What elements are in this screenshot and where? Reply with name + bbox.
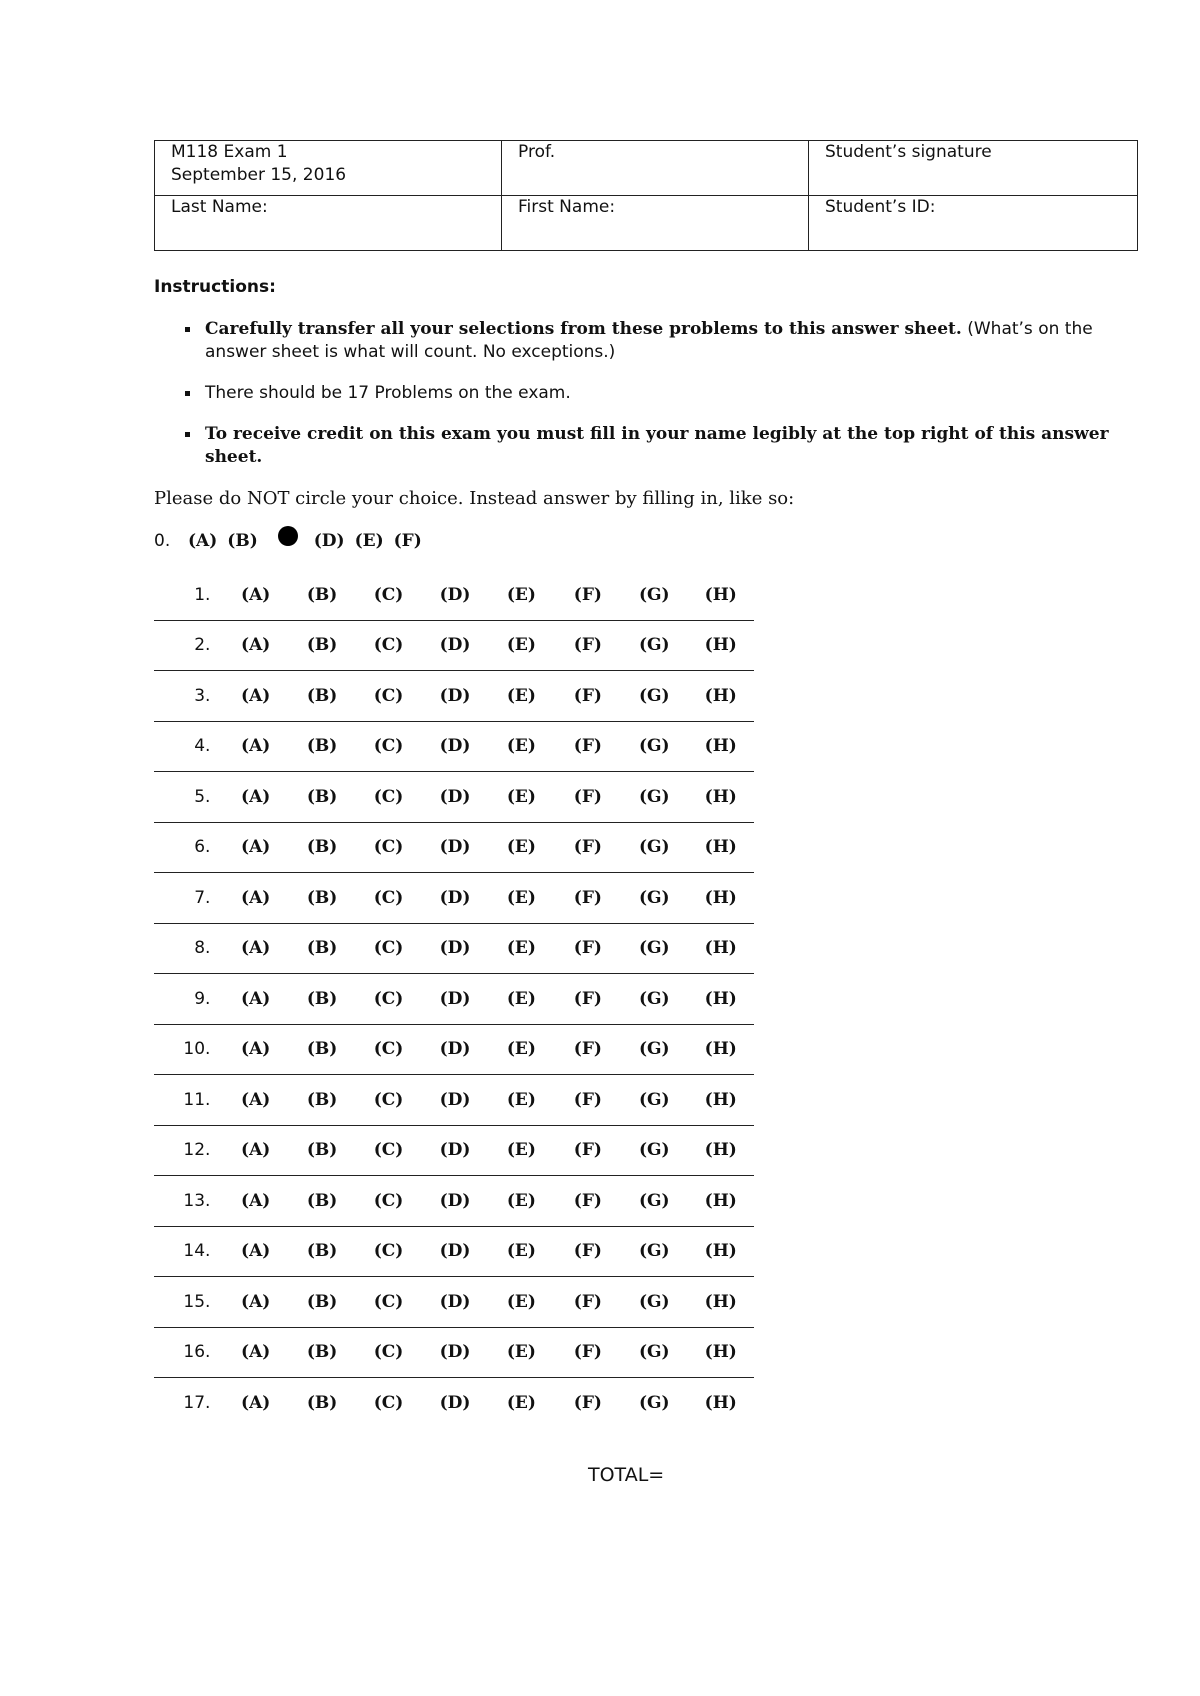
answer-option[interactable]: (E) [488, 1125, 554, 1176]
answer-row [154, 721, 754, 772]
answer-option[interactable]: (A) [222, 1277, 288, 1328]
answer-option[interactable]: (G) [621, 1125, 687, 1176]
question-number: 2. [154, 620, 222, 671]
answer-option[interactable]: (B) [289, 822, 355, 873]
answer-option[interactable]: (G) [621, 1277, 687, 1328]
answer-option[interactable]: (F) [555, 1226, 621, 1277]
answer-option[interactable]: (A) [222, 1075, 288, 1126]
example-option: (F) [393, 531, 422, 551]
answer-option[interactable]: (B) [289, 1024, 355, 1075]
question-number: 11. [154, 1075, 222, 1126]
answer-option[interactable]: (B) [289, 1226, 355, 1277]
answer-option[interactable]: (E) [488, 1327, 554, 1378]
answer-row [154, 1024, 754, 1075]
example-row [154, 528, 432, 554]
answer-option[interactable]: (D) [422, 1378, 488, 1428]
student-id-label: Student’s ID: [825, 197, 936, 217]
answer-option[interactable]: (E) [488, 772, 554, 823]
answer-option[interactable]: (F) [555, 1176, 621, 1227]
answer-option[interactable]: (F) [555, 974, 621, 1025]
answer-option[interactable]: (F) [555, 1024, 621, 1075]
question-number: 9. [154, 974, 222, 1025]
answer-option[interactable]: (G) [621, 1378, 687, 1428]
answer-option[interactable]: (A) [222, 822, 288, 873]
answer-option[interactable]: (A) [222, 1024, 288, 1075]
answer-option[interactable]: (F) [555, 1125, 621, 1176]
answer-option[interactable]: (E) [506, 584, 536, 605]
answer-row [154, 822, 754, 873]
question-number: 16. [154, 1327, 222, 1378]
answer-option[interactable]: (B) [289, 620, 355, 671]
answer-option[interactable]: (E) [488, 873, 554, 924]
answer-option[interactable]: (B) [289, 974, 355, 1025]
answer-option[interactable]: (D) [422, 1176, 488, 1227]
answer-option[interactable]: (B) [289, 1125, 355, 1176]
answer-option[interactable]: (F) [555, 1327, 621, 1378]
answer-option[interactable]: (G) [621, 1176, 687, 1227]
signature-label: Student’s signature [825, 142, 992, 162]
question-number: 6. [154, 822, 222, 873]
answer-option[interactable]: (A) [222, 620, 288, 671]
exam-info-cell [155, 141, 502, 196]
answer-option[interactable]: (E) [488, 671, 554, 722]
instruction-item [154, 318, 1114, 364]
answer-option[interactable]: (C) [355, 1378, 421, 1428]
answer-option[interactable]: (D) [422, 1327, 488, 1378]
answer-option[interactable]: (C) [355, 1125, 421, 1176]
answer-option[interactable]: (F) [555, 873, 621, 924]
answer-option[interactable]: (D) [422, 671, 488, 722]
answer-option[interactable]: (C) [355, 923, 421, 974]
answer-option[interactable]: (E) [488, 1226, 554, 1277]
answer-option[interactable]: (H) [688, 772, 754, 823]
answer-option[interactable]: (E) [488, 1075, 554, 1126]
answer-option[interactable]: (B) [289, 1327, 355, 1378]
example-option: (B) [227, 531, 258, 551]
answer-option[interactable]: (G) [638, 584, 670, 605]
example-number: 0. [154, 531, 171, 551]
answer-option[interactable]: (G) [621, 974, 687, 1025]
exam-title: M118 Exam 1 [171, 142, 288, 162]
answer-option[interactable]: (B) [289, 772, 355, 823]
answer-option[interactable]: (E) [488, 1176, 554, 1227]
answer-option[interactable]: (A) [222, 772, 288, 823]
answer-option[interactable]: (B) [289, 671, 355, 722]
answer-option[interactable]: (A) [222, 1176, 288, 1227]
answer-option[interactable]: (G) [621, 721, 687, 772]
example-option: (E) [354, 531, 384, 551]
answer-option[interactable]: (D) [422, 974, 488, 1025]
answer-option[interactable]: (B) [289, 1277, 355, 1328]
answer-option[interactable]: (C) [355, 671, 421, 722]
answer-option[interactable]: (A) [222, 1378, 288, 1428]
answer-option[interactable]: (D) [422, 721, 488, 772]
answer-option[interactable]: (E) [488, 1277, 554, 1328]
example-option: (D) [313, 531, 345, 551]
answer-row [154, 1075, 754, 1126]
answer-option[interactable]: (E) [488, 923, 554, 974]
prof-cell[interactable] [502, 141, 809, 196]
answer-option[interactable]: (D) [422, 1226, 488, 1277]
answer-option[interactable]: (G) [621, 822, 687, 873]
first-name-cell[interactable] [502, 196, 809, 251]
answer-option[interactable]: (H) [688, 620, 754, 671]
answer-row [154, 570, 754, 620]
answer-option[interactable]: (C) [373, 584, 404, 605]
question-number: 1. [194, 584, 211, 605]
header-table [154, 140, 1138, 251]
question-number: 13. [154, 1176, 222, 1227]
answer-option[interactable]: (F) [555, 822, 621, 873]
question-number: 10. [154, 1024, 222, 1075]
answer-row [154, 923, 754, 974]
answer-option[interactable]: (E) [488, 620, 554, 671]
answer-option[interactable]: (B) [289, 923, 355, 974]
example-option: (A) [188, 531, 218, 551]
answer-option[interactable]: (G) [621, 1226, 687, 1277]
answer-option[interactable]: (G) [621, 1327, 687, 1378]
answer-option[interactable]: (C) [355, 1075, 421, 1126]
instruction-text: There should be 17 Problems on the exam. [205, 383, 571, 403]
answer-option[interactable]: (C) [355, 1226, 421, 1277]
question-number: 5. [154, 772, 222, 823]
answer-option[interactable]: (F) [555, 1277, 621, 1328]
answer-option[interactable]: (C) [355, 822, 421, 873]
answer-option[interactable]: (D) [422, 620, 488, 671]
answer-option[interactable]: (C) [355, 721, 421, 772]
answer-option[interactable]: (H) [688, 671, 754, 722]
answer-option[interactable]: (A) [222, 873, 288, 924]
answer-row [154, 772, 754, 823]
last-name-cell[interactable] [155, 196, 502, 251]
answer-option[interactable]: (G) [621, 923, 687, 974]
answer-option[interactable]: (A) [222, 1125, 288, 1176]
answer-option[interactable]: (F) [555, 1378, 621, 1428]
question-number: 7. [154, 873, 222, 924]
answer-option[interactable]: (A) [241, 584, 271, 605]
question-number: 8. [154, 923, 222, 974]
answer-option[interactable]: (G) [621, 1075, 687, 1126]
answer-option[interactable]: (A) [222, 923, 288, 974]
question-number: 17. [154, 1378, 222, 1428]
answer-option[interactable]: (D) [422, 1277, 488, 1328]
answer-option[interactable]: (G) [621, 671, 687, 722]
last-name-label: Last Name: [171, 197, 268, 217]
answer-option[interactable]: (A) [222, 974, 288, 1025]
answer-option[interactable]: (H) [688, 974, 754, 1025]
answer-row [154, 1176, 754, 1227]
answer-option[interactable]: (H) [688, 1226, 754, 1277]
answer-option[interactable]: (C) [355, 873, 421, 924]
answer-option[interactable]: (D) [422, 822, 488, 873]
answer-option[interactable]: (B) [289, 873, 355, 924]
answer-option[interactable]: (H) [704, 584, 737, 605]
answer-row [154, 1378, 754, 1428]
answer-option[interactable]: (F) [555, 1075, 621, 1126]
answer-option[interactable]: (H) [688, 1327, 754, 1378]
answer-option[interactable]: (E) [488, 974, 554, 1025]
answer-grid [154, 570, 754, 1428]
answer-option[interactable]: (E) [488, 822, 554, 873]
prof-label: Prof. [518, 142, 556, 162]
exam-date: September 15, 2016 [171, 165, 347, 185]
answer-option[interactable]: (B) [289, 1176, 355, 1227]
answer-option[interactable]: (A) [222, 721, 288, 772]
answer-option[interactable]: (B) [289, 721, 355, 772]
answer-option[interactable]: (G) [621, 772, 687, 823]
instructions-list [154, 318, 1114, 487]
answer-row [154, 873, 754, 924]
question-number: 3. [154, 671, 222, 722]
answer-option[interactable]: (F) [555, 721, 621, 772]
answer-option[interactable]: (C) [355, 1176, 421, 1227]
answer-option[interactable]: (C) [355, 772, 421, 823]
instruction-item [154, 382, 1114, 405]
answer-option[interactable]: (C) [355, 1277, 421, 1328]
question-number: 15. [154, 1277, 222, 1328]
answer-option[interactable]: (G) [621, 620, 687, 671]
answer-row [154, 1125, 754, 1176]
answer-option[interactable]: (A) [222, 1327, 288, 1378]
answer-row [154, 1226, 754, 1277]
instructions-title: Instructions: [154, 277, 276, 297]
answer-option[interactable]: (A) [222, 1226, 288, 1277]
answer-option[interactable]: (D) [422, 873, 488, 924]
answer-option[interactable]: (E) [488, 721, 554, 772]
answer-option[interactable]: (E) [488, 1378, 554, 1428]
answer-option[interactable]: (F) [555, 620, 621, 671]
answer-option[interactable]: (G) [621, 873, 687, 924]
answer-option[interactable]: (C) [355, 974, 421, 1025]
answer-option[interactable]: (F) [555, 923, 621, 974]
answer-option[interactable]: (B) [289, 1378, 355, 1428]
answer-option[interactable]: (F) [573, 584, 602, 605]
signature-cell[interactable] [809, 141, 1138, 196]
answer-option[interactable]: (D) [422, 1024, 488, 1075]
answer-option[interactable]: (F) [555, 772, 621, 823]
answer-row [154, 1277, 754, 1328]
answer-option[interactable]: (H) [688, 1277, 754, 1328]
answer-option[interactable]: (C) [355, 620, 421, 671]
answer-option[interactable]: (C) [355, 1024, 421, 1075]
answer-option[interactable]: (H) [688, 1024, 754, 1075]
answer-row [154, 671, 754, 722]
answer-option[interactable]: (A) [222, 671, 288, 722]
answer-option[interactable]: (D) [422, 772, 488, 823]
answer-option[interactable]: (D) [422, 923, 488, 974]
answer-option[interactable]: (H) [688, 721, 754, 772]
answer-option[interactable]: (B) [306, 584, 338, 605]
answer-option[interactable]: (H) [688, 1378, 754, 1428]
answer-option[interactable]: (G) [621, 1024, 687, 1075]
answer-option[interactable]: (E) [488, 1024, 554, 1075]
answer-option[interactable]: (F) [555, 671, 621, 722]
total-label: TOTAL= [588, 1464, 665, 1486]
answer-option[interactable]: (H) [688, 1125, 754, 1176]
question-number: 14. [154, 1226, 222, 1277]
instruction-text: (What’s on the answer sheet is what will count. No exceptions.) [205, 319, 1093, 362]
answer-option[interactable]: (D) [422, 1075, 488, 1126]
instruction-item [154, 423, 1114, 469]
instruction-emphasis: Carefully transfer all your selections from these problems to this answer sheet. [205, 319, 962, 339]
answer-option[interactable]: (H) [688, 1176, 754, 1227]
answer-option[interactable]: (H) [688, 923, 754, 974]
answer-option[interactable]: (B) [289, 1075, 355, 1126]
answer-option[interactable]: (D) [422, 1125, 488, 1176]
student-id-cell[interactable] [809, 196, 1138, 251]
answer-option[interactable]: (H) [688, 1075, 754, 1126]
filled-bubble-icon [278, 526, 298, 546]
answer-row [154, 1327, 754, 1378]
instruction-emphasis: To receive credit on this exam you must fill in your name legibly at the top right of this answer sheet. [205, 424, 1109, 467]
answer-row [154, 620, 754, 671]
question-number: 4. [154, 721, 222, 772]
answer-row [154, 974, 754, 1025]
question-number: 12. [154, 1125, 222, 1176]
answer-option[interactable]: (H) [688, 822, 754, 873]
answer-option[interactable]: (H) [688, 873, 754, 924]
answer-option[interactable]: (C) [355, 1327, 421, 1378]
fill-in-note: Please do NOT circle your choice. Instead answer by filling in, like so: [154, 488, 795, 509]
answer-option[interactable]: (D) [439, 584, 471, 605]
first-name-label: First Name: [518, 197, 616, 217]
